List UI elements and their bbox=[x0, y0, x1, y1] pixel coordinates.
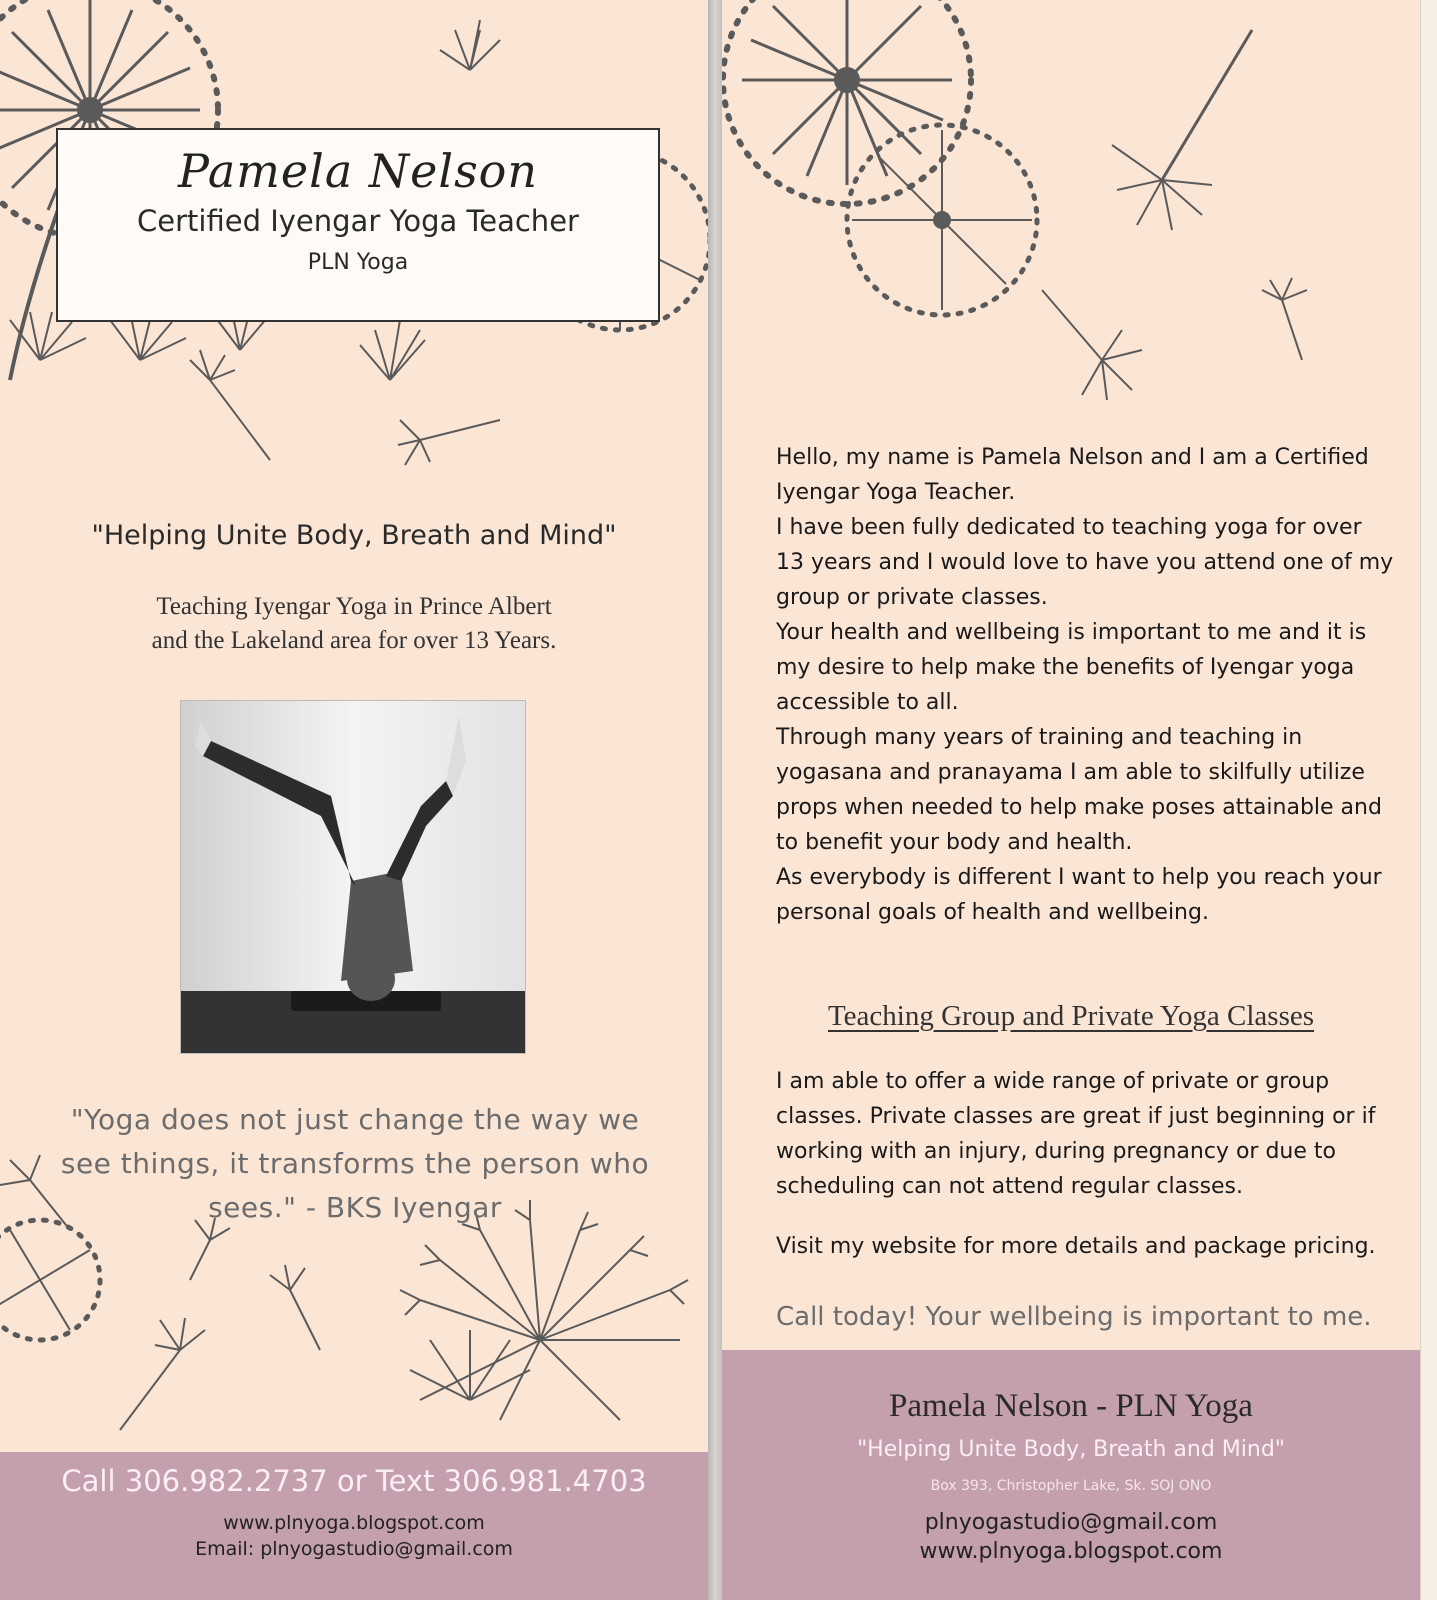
fold-gap bbox=[708, 0, 722, 1600]
footer-email-link[interactable]: plnyogastudio@gmail.com bbox=[924, 1510, 1218, 1535]
yoga-headstand-photo bbox=[180, 700, 526, 1054]
visit-website-text: Visit my website for more details and package pricing. bbox=[776, 1234, 1376, 1259]
left-footer bbox=[0, 1452, 708, 1600]
intro-paragraph-3: Your health and wellbeing is important to me and it is my desire to help make the benefits of Iyengar yoga accessible to all. bbox=[776, 620, 1367, 715]
right-footer bbox=[722, 1350, 1420, 1600]
quote-line-3: sees." - BKS Iyengar bbox=[208, 1191, 502, 1224]
title-box bbox=[56, 128, 660, 322]
right-panel bbox=[722, 0, 1420, 1600]
tagline: "Helping Unite Body, Breath and Mind" bbox=[91, 520, 617, 551]
intro-paragraph-5: As everybody is different I want to help you reach your personal goals of health and wellbeing. bbox=[776, 865, 1382, 925]
intro-paragraph-4: Through many years of training and teaching in yogasana and pranayama I am able to skilfully utilize props when needed to help make poses attainable and to benefit your body and health. bbox=[776, 725, 1382, 855]
website-link[interactable]: www.plnyoga.blogspot.com bbox=[223, 1512, 485, 1534]
teaching-blurb bbox=[0, 590, 708, 658]
intro-paragraph-2: I have been fully dedicated to teaching yoga for over 13 years and I would love to have you attend one of my group or private classes. bbox=[776, 515, 1394, 610]
quote-line-1: "Yoga does not just change the way we bbox=[70, 1103, 640, 1136]
email-link[interactable]: Email: plnyogastudio@gmail.com bbox=[195, 1538, 513, 1560]
classes-body: I am able to offer a wide range of private or group classes. Private classes are great if just beginning or if working with an injury, during pregnancy or due to scheduling can not attend regular classes. bbox=[776, 1069, 1376, 1199]
footer-address: Box 393, Christopher Lake, Sk. SOJ ONO bbox=[930, 1478, 1212, 1494]
teaching-line-2: and the Lakeland area for over 13 Years. bbox=[151, 627, 557, 654]
phone-line: Call 306.982.2737 or Text 306.981.4703 bbox=[61, 1464, 647, 1498]
quote-line-2: see things, it transforms the person who bbox=[60, 1147, 650, 1180]
quote bbox=[60, 1098, 650, 1230]
footer-tagline: "Helping Unite Body, Breath and Mind" bbox=[857, 1437, 1285, 1462]
brochure-edge bbox=[1420, 0, 1437, 1600]
left-panel bbox=[0, 0, 708, 1600]
teacher-name: Pamela Nelson bbox=[177, 144, 539, 198]
studio-name: PLN Yoga bbox=[307, 250, 409, 275]
dandelion-icon bbox=[723, 0, 1307, 400]
call-today-text: Call today! Your wellbeing is important to me. bbox=[776, 1302, 1372, 1332]
intro-paragraph-1: Hello, my name is Pamela Nelson and I am a Certified Iyengar Yoga Teacher. bbox=[776, 445, 1369, 505]
teaching-line-1: Teaching Iyengar Yoga in Prince Albert bbox=[156, 593, 552, 620]
intro-text bbox=[776, 440, 1396, 930]
footer-website-link[interactable]: www.plnyoga.blogspot.com bbox=[919, 1539, 1223, 1564]
classes-heading: Teaching Group and Private Yoga Classes bbox=[827, 1000, 1315, 1032]
dandelion-decoration-right bbox=[722, 0, 1420, 440]
footer-name: Pamela Nelson - PLN Yoga bbox=[889, 1388, 1253, 1424]
certification-title: Certified Iyengar Yoga Teacher bbox=[137, 204, 579, 238]
